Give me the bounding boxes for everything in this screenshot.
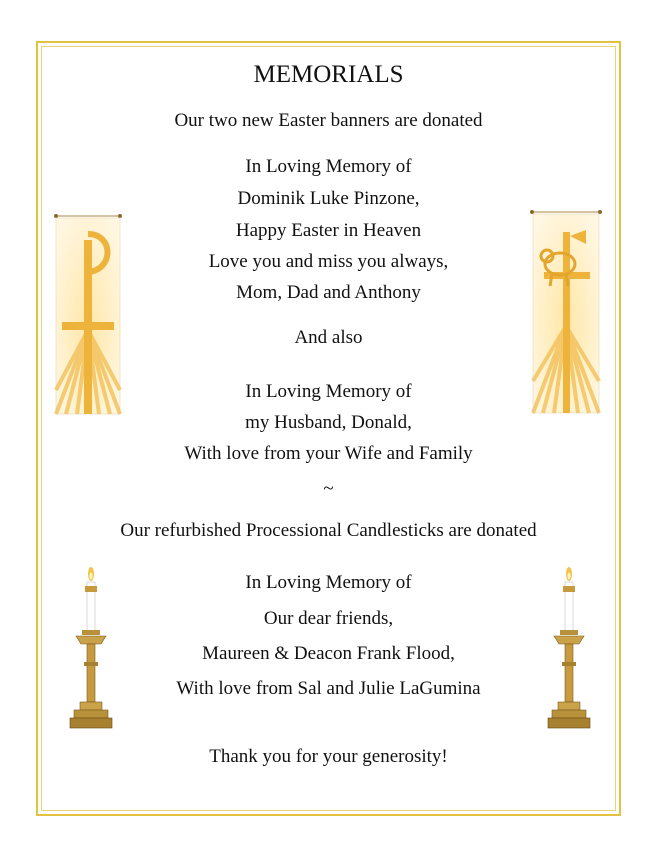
candlestick-icon: [68, 566, 114, 734]
separator-tilde: ~: [323, 478, 334, 499]
closing-thanks: Thank you for your generosity!: [209, 746, 448, 767]
memorial-one-line-2: Dominik Luke Pinzone,: [237, 188, 420, 209]
memorial-three-line-4: With love from Sal and Julie LaGumina: [176, 678, 481, 699]
page-title: MEMORIALS: [253, 61, 404, 88]
memorial-two-line-3: With love from your Wife and Family: [184, 443, 473, 464]
memorial-two-line-1: In Loving Memory of: [245, 381, 412, 402]
memorial-one-line-1: In Loving Memory of: [245, 156, 412, 177]
memorial-one-line-5: Mom, Dad and Anthony: [236, 282, 421, 303]
and-also-text: And also: [294, 327, 363, 348]
candlesticks-heading: Our refurbished Processional Candlesticks are donated: [120, 520, 537, 541]
memorial-three-line-1: In Loving Memory of: [245, 572, 412, 593]
banners-heading: Our two new Easter banners are donated: [174, 110, 483, 131]
memorial-one-line-3: Happy Easter in Heaven: [235, 220, 422, 241]
memorial-one-line-4: Love you and miss you always,: [208, 251, 449, 272]
memorial-three-line-2: Our dear friends,: [263, 608, 394, 629]
candlestick-icon: [546, 566, 592, 734]
memorial-three-line-3: Maureen & Deacon Frank Flood,: [202, 643, 455, 664]
chi-rho-banner-icon: [52, 210, 124, 415]
memorial-two-line-2: my Husband, Donald,: [245, 412, 412, 433]
lamb-banner-icon: [530, 206, 602, 414]
